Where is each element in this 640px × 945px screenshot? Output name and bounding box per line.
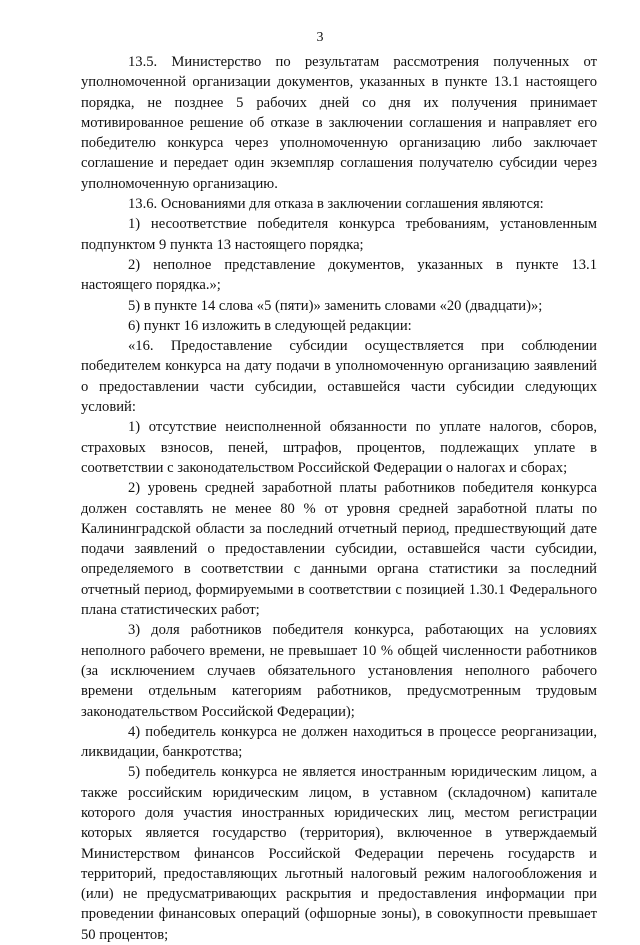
paragraph-16-item-4: 4) победитель конкурса не должен находиться в процессе реорганизации, ликвидации, банкротства; bbox=[81, 723, 597, 761]
amendment-item-6: 6) пункт 16 изложить в следующей редакции: bbox=[128, 317, 412, 334]
page-number: 3 bbox=[316, 30, 324, 45]
document-body bbox=[81, 52, 597, 945]
paragraph-13-5: 13.5. Министерство по результатам рассмотрения полученных от уполномоченной организации документов, указанных в пункте 13.1 настоящего порядка, не позднее 5 рабочих дней со дня их получения принимает мотивированное решение об отказе в заключении соглашения и направляет его победителю конкурса через уполномоченную организацию либо заключает соглашение и передает один экземпляр соглашения получателю субсидии через уполномоченную организацию. bbox=[81, 54, 597, 192]
paragraph-13-6: 13.6. Основаниями для отказа в заключении соглашения являются: bbox=[128, 196, 544, 213]
paragraph-16-item-2: 2) уровень средней заработной платы работников победителя конкурса должен составлять не менее 80 % от уровня средней заработной платы по Калининградской области за последний отчетный период, предшествующий дате подачи заявлений о предоставлении субсидии, оставшейся части субсидии, определяемого в соответствии с данными органа статистики за последний отчетный период, формируемыми в соответствии с позицией 1.30.1 Федерального плана статистических работ; bbox=[81, 480, 597, 619]
paragraph-16: «16. Предоставление субсидии осуществляется при соблюдении победителем конкурса на дату подачи в уполномоченную организацию заявлений о предоставлении части субсидии, оставшейся части субсидии следующих условий: bbox=[81, 338, 597, 416]
paragraph-16-item-5: 5) победитель конкурса не является иностранным юридическим лицом, а также российским юридическим лицом, в уставном (складочном) капитале которого доля участия иностранных юридических лиц, местом регистрации которых является государство (территория), включенное в утверждаемый Министерством финансов Российской Федерации перечень государств и территорий, предоставляющих льготный налоговый режим налогообложения и (или) не предусматривающих раскрытия и предоставления информации при проведении финансовых операций (офшорные зоны), в совокупности превышает 50 процентов; bbox=[81, 764, 597, 943]
paragraph-16-item-1: 1) отсутствие неисполненной обязанности по уплате налогов, сборов, страховых взносов, пеней, штрафов, процентов, подлежащих уплате в соответствии с законодательством Российской Федерации о налогах и сборах; bbox=[81, 419, 597, 476]
amendment-item-5: 5) в пункте 14 слова «5 (пяти)» заменить словами «20 (двадцати)»; bbox=[128, 297, 543, 314]
paragraph-13-6-item-1: 1) несоответствие победителя конкурса требованиям, установленным подпунктом 9 пункта 13 настоящего порядка; bbox=[81, 216, 597, 253]
paragraph-13-6-item-2: 2) неполное представление документов, указанных в пункте 13.1 настоящего порядка.»; bbox=[81, 256, 597, 294]
paragraph-16-item-3: 3) доля работников победителя конкурса, работающих на условиях неполного рабочего времени, не превышает 10 % общей численности работников (за исключением случаев обязательного установления неполного рабочего времени отдельным категориям работников, предусмотренным трудовым законодательством Российской Федерации); bbox=[81, 622, 597, 720]
